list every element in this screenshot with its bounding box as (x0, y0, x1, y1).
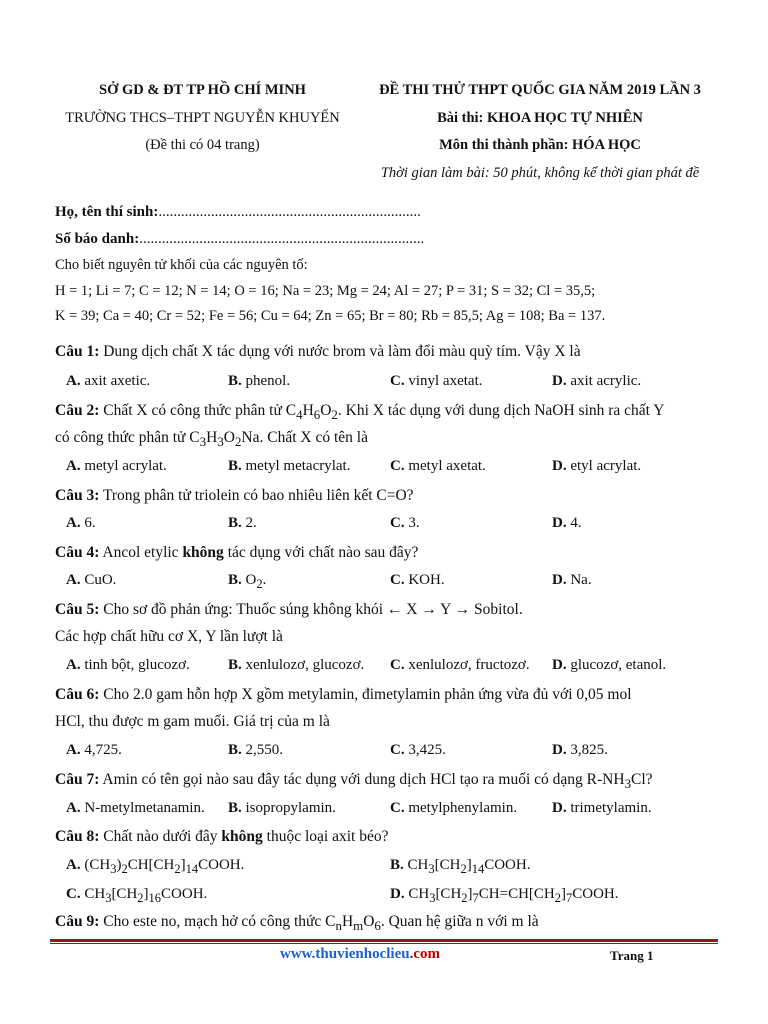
question-6: Câu 6: Cho 2.0 gam hỗn hợp X gồm metylamin, đimetylamin phản ứng vừa đủ với 0,05 mol (55, 686, 632, 703)
q5-option-d[interactable]: D. glucozơ, etanol. (552, 657, 667, 673)
question-2: Câu 2: Chất X có công thức phân tử $C_4H_6O_2$. Khi X tác dụng với dung dịch NaOH sinh ra chất Y (55, 402, 665, 423)
q7-option-a[interactable]: A. N-metylmetanamin. (66, 800, 205, 816)
exam-title: ĐỀ THI THỬ THPT QUỐC GIA NĂM 2019 LẦN 3 (379, 82, 701, 98)
q8-option-d[interactable]: D. $CH_3[CH_2]_7CH=CH[CH_2]_7COOH$. (390, 886, 619, 905)
q2-option-c[interactable]: C. metyl axetat. (390, 458, 486, 474)
school-name: TRƯỜNG THCS–THPT NGUYỄN KHUYẾN (65, 110, 340, 126)
atomic-mass-intro: Cho biết nguyên tử khối của các nguyên tố: (55, 257, 308, 273)
q8-d-formula: $CH_3[CH_2]_7CH=CH[CH_2]_7COOH$. (408, 886, 619, 905)
q5-option-c[interactable]: C. xenlulozơ, fructozơ. (390, 657, 530, 673)
q8-option-c[interactable]: C. $CH_3[CH_2]_{16}COOH$. (66, 886, 208, 905)
q4-option-a[interactable]: A. CuO. (66, 572, 117, 588)
q4-option-d[interactable]: D. Na. (552, 572, 592, 588)
q1-option-c[interactable]: C. vinyl axetat. (390, 373, 483, 389)
q1-option-b[interactable]: B. phenol. (228, 373, 291, 389)
q3-option-c[interactable]: C. 3. (390, 515, 420, 531)
question-5-line-2: Các hợp chất hữu cơ X, Y lần lượt là (55, 628, 283, 645)
question-9: Câu 9: Cho este no, mạch hở có công thức $C_nH_mO_6$. Quan hệ giữa n với m là (55, 913, 539, 934)
question-7: Câu 7: Amin có tên gọi nào sau đây tác dụng với dung dịch HCl tạo ra muối có dạng $R-NH_3Cl$? (55, 771, 653, 792)
question-3: Câu 3: Trong phân tử triolein có bao nhiêu liên kết C=O? (55, 487, 414, 504)
q5-option-a[interactable]: A. tinh bột, glucozơ. (66, 657, 190, 673)
q7-option-b[interactable]: B. isopropylamin. (228, 800, 336, 816)
candidate-id-field: ............................................................................ (139, 231, 425, 247)
question-5: Câu 5: Cho sơ đồ phản ứng: Thuốc súng không khói ← X → Y → Sobitol. (55, 601, 523, 618)
candidate-name-field: ...................................................................... (158, 204, 421, 220)
question-6-line-2: HCl, thu được m gam muối. Giá trị của m là (55, 713, 330, 730)
q8-c-formula: $CH_3[CH_2]_{16}COOH$. (84, 886, 208, 905)
candidate-name-label: Họ, tên thí sinh: (55, 204, 159, 220)
candidate-id-label: Số báo danh: (55, 231, 140, 247)
exam-subject: Bài thi: KHOA HỌC TỰ NHIÊN (437, 110, 643, 126)
q3-option-a[interactable]: A. 6. (66, 515, 96, 531)
q4-option-b[interactable]: B. $O_2$. (228, 572, 267, 591)
q6-option-c[interactable]: C. 3,425. (390, 742, 446, 758)
exam-duration: Thời gian làm bài: 50 phút, không kể thời gian phát đề (380, 165, 700, 181)
q1-option-d[interactable]: D. axit acrylic. (552, 373, 642, 389)
question-4: Câu 4: Ancol etylic không tác dụng với chất nào sau đây? (55, 544, 419, 561)
q7-option-d[interactable]: D. trimetylamin. (552, 800, 652, 816)
q7-option-c[interactable]: C. metylphenylamin. (390, 800, 518, 816)
atomic-mass-line-1: H = 1; Li = 7; C = 12; N = 14; O = 16; Na = 23; Mg = 24; Al = 27; P = 31; S = 32; Cl = 35,5; (55, 283, 596, 299)
q6-option-b[interactable]: B. 2,550. (228, 742, 284, 758)
department-title: SỞ GD & ĐT TP HỒ CHÍ MINH (99, 82, 306, 98)
q6-option-a[interactable]: A. 4,725. (66, 742, 122, 758)
q8-option-a[interactable]: A. $(CH_3)_2CH[CH_2]_{14}COOH$. (66, 857, 245, 876)
page-number: Trang 1 (610, 948, 654, 963)
page-count-note: (Đề thi có 04 trang) (145, 137, 260, 153)
q2-option-a[interactable]: A. metyl acrylat. (66, 458, 167, 474)
q3-option-b[interactable]: B. 2. (228, 515, 257, 531)
q2-option-d[interactable]: D. etyl acrylat. (552, 458, 642, 474)
question-8: Câu 8: Chất nào dưới đây không thuộc loại axit béo? (55, 828, 389, 845)
atomic-mass-line-2: K = 39; Ca = 40; Cr = 52; Fe = 56; Cu = 64; Zn = 65; Br = 80; Rb = 85,5; Ag = 108; Ba = 137. (55, 308, 606, 324)
q3-option-d[interactable]: D. 4. (552, 515, 582, 531)
q6-option-d[interactable]: D. 3,825. (552, 742, 608, 758)
q5-option-b[interactable]: B. xenlulozơ, glucozơ. (228, 657, 365, 673)
q4-option-c[interactable]: C. KOH. (390, 572, 445, 588)
exam-component: Môn thi thành phần: HÓA HỌC (439, 137, 641, 153)
q8-a-formula: $(CH_3)_2CH[CH_2]_{14}COOH$. (84, 857, 245, 876)
q1-option-a[interactable]: A. axit axetic. (66, 373, 151, 389)
q8-b-formula: $CH_3[CH_2]_{14}COOH$. (407, 857, 531, 876)
q8-option-b[interactable]: B. $CH_3[CH_2]_{14}COOH$. (390, 857, 531, 876)
candidate-name-line (55, 204, 421, 221)
candidate-id-line (55, 231, 424, 248)
question-2-line-2: có công thức phân tử $C_3H_3O_2Na$. Chất X có tên là (55, 429, 368, 450)
footer-rule-thin (50, 943, 718, 944)
q2-option-b[interactable]: B. metyl metacrylat. (228, 458, 351, 474)
footer-rule-thick (50, 939, 718, 942)
footer-website-link[interactable]: www.thuvienhoclieu.com (280, 946, 441, 962)
question-1: Câu 1: Dung dịch chất X tác dụng với nước brom và làm đổi màu quỳ tím. Vậy X là (55, 343, 581, 360)
